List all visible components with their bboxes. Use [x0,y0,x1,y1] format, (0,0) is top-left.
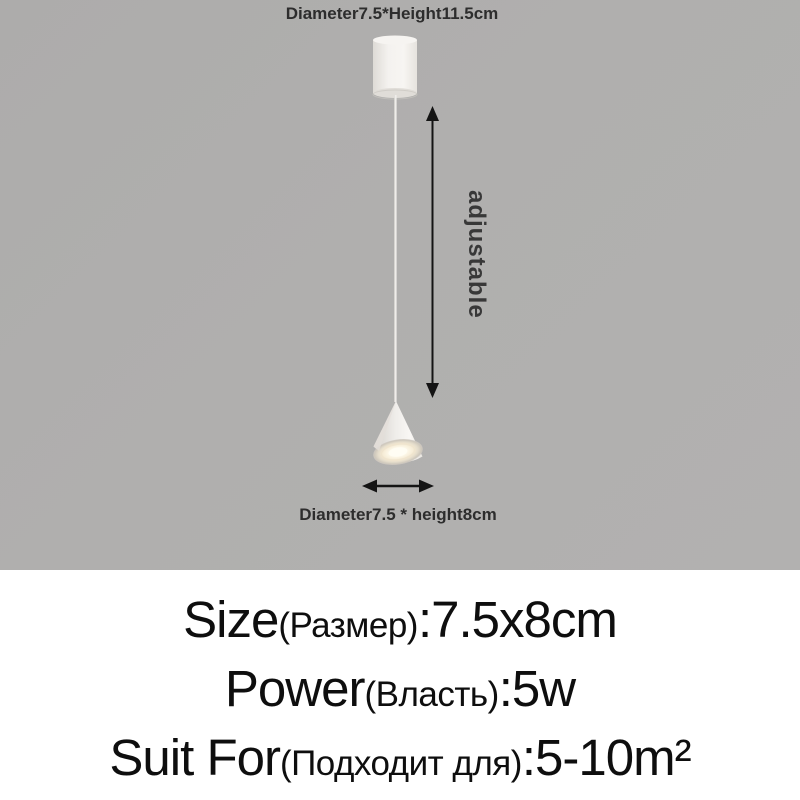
spec-label-ru: (Власть) [364,675,499,714]
spec-label-en: Power [224,660,365,717]
spec-value: :7.5x8cm [417,591,617,648]
cone-shade [372,401,424,468]
spec-value: :5-10m² [521,729,691,786]
spec-label-ru: (Подходит для) [279,744,522,783]
spec-panel [0,570,800,800]
shade-dimension-label: Diameter7.5 * height8cm [299,505,497,524]
spec-line-suit-for [0,730,800,799]
diameter-arrow [362,480,434,493]
top-dimension-label: Diameter7.5*Height11.5cm [285,4,499,23]
spec-value: :5w [498,660,576,717]
spec-line-power [0,661,800,730]
spec-label-en: Suit For [109,729,280,786]
hanging-cord [395,95,396,402]
adjustable-range-arrow [426,106,439,398]
spec-label-en: Size [183,591,279,648]
adjustable-label: adjustable [463,190,490,319]
spec-label-ru: (Размер) [278,606,418,645]
spec-line-size [0,592,800,661]
ceiling-mount [373,36,417,100]
